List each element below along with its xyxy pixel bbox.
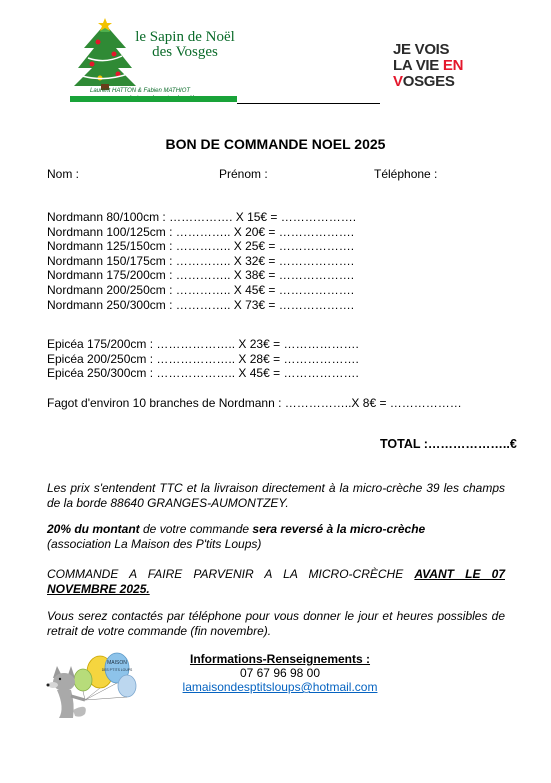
info-email-link[interactable]: lamaisondesptitsloups@hotmail.com [182,680,378,694]
order-line-epicea-175-200[interactable]: Epicéa 175/200cm : ……………….. X 23€ = ………………. [47,337,359,351]
order-line-epicea-250-300[interactable]: Epicéa 250/300cm : ……………….. X 45€ = ………………. [47,366,359,381]
percent-note-bold: 20% du montant [47,522,140,536]
contact-note: Vous serez contactés par téléphone pour vous donner le jour et heures possibles de retrait de votre commande (fin novembre). [47,609,505,638]
order-line-nordmann-150-175[interactable]: Nordmann 150/175cm : ………….. X 32€ = ………………. [47,253,355,268]
logo-green-bar [70,96,237,102]
page-title: BON DE COMMANDE NOEL 2025 [165,136,386,152]
slogan-line3-b: OSGES [402,73,455,90]
prices-note: Les prix s'entendent TTC et la livraison directement à la micro-crèche 39 les champs de la borde 88640 GRANGES-AUMONTZEY. [47,481,505,510]
order-line-nordmann-100-125[interactable]: Nordmann 100/125cm : ………….. X 20€ = ………………. [47,224,355,239]
nordmann-list [47,210,356,312]
nom-field[interactable]: Nom : [47,167,80,181]
logo-title-line1: le Sapin de Noël [135,29,235,45]
slogan-line2 [393,58,463,74]
order-line-nordmann-250-300[interactable]: Nordmann 250/300cm : ………….. X 73€ = ………………. [47,297,355,312]
order-line-fagot[interactable]: Fagot d'environ 10 branches de Nordmann : ……………..X 8€ = ……………… [47,396,462,410]
prenom-field[interactable]: Prénom : [219,167,268,181]
sapin-noel-logo [70,18,240,104]
deadline-date: AVANT LE 07 NOVEMBRE 2025. [47,567,505,596]
info-title: Informations-Renseignements : [189,652,371,666]
percent-note-bold2: sera reversé à la micro-crèche [252,522,426,536]
order-line-epicea-200-250[interactable]: Epicéa 200/250cm : ……………….. X 28€ = ………………. [47,351,359,366]
info-block [175,652,385,694]
slogan-line1: JE VOIS [393,41,450,58]
header-rule [237,103,380,104]
logo-names: Laurent HATTON & Fabien MATHIOT [90,88,191,94]
logo-title-line2: des Vosges [152,44,218,60]
logo-title [130,30,240,60]
balloon-text-1: MAISON [107,660,127,666]
epicea-list [47,337,359,381]
percent-note [47,522,505,552]
slogan-line2-a: LA VIE [393,57,443,74]
slogan-line3-a: V [393,73,403,90]
je-vois-la-vie-en-vosges-logo [393,42,463,90]
balloon-text-2: DES P'TITS LOUPS [101,668,133,672]
deadline-note [47,567,505,597]
percent-note-mid: de votre commande [139,522,253,536]
percent-note-tail: (association La Maison des P'tits Loups) [47,537,262,551]
info-phone[interactable]: 07 67 96 98 00 [239,666,321,680]
order-line-nordmann-125-150[interactable]: Nordmann 125/150cm : ………….. X 25€ = ………………. [47,239,355,254]
order-line-nordmann-200-250[interactable]: Nordmann 200/250cm : ………….. X 45€ = ………………. [47,282,355,297]
order-line-nordmann-80-100[interactable]: Nordmann 80/100cm : ……………. X 15€ = ………………. [47,210,357,224]
deadline-note-text: COMMANDE A FAIRE PARVENIR A LA MICRO-CRÈCHE [47,567,415,581]
order-line-nordmann-175-200[interactable]: Nordmann 175/200cm : ………….. X 38€ = ………………. [47,268,355,283]
wolf-with-balloons-icon [45,648,145,720]
slogan-line3 [393,74,463,90]
total-field[interactable]: TOTAL :………………..€ [380,437,517,451]
slogan-line2-b: EN [442,57,464,74]
telephone-field[interactable]: Téléphone : [374,167,438,181]
